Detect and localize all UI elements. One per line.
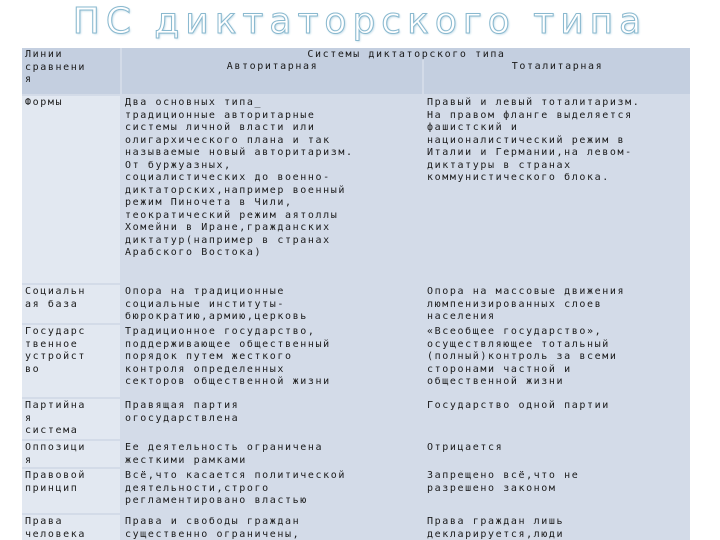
table-row-label: Государс твенное устройст во: [22, 325, 120, 397]
table-cell-totalitarian: Отрицается: [427, 442, 504, 453]
table-cell-authoritarian: Два основных типа_ традиционные авторитарные системы личной власти или олигархического плана и так называемые новый авторитаризм. От буржуазных, социалистических до военно- диктаторских,например военный режим Пиночета в Чили, теократический режим аятоллы Хомейни в Иране,гражданских диктатур(например в странах Арабского Востока): [125, 97, 354, 258]
table-row-label: Правовой принцип: [22, 469, 120, 513]
table-cell-totalitarian: Запрещено всё,что не разрешено законом: [427, 470, 580, 494]
header-corner-cell: Линии сравнени я: [22, 48, 120, 94]
table-row-label: Партийна я система: [22, 399, 120, 439]
page-title: ПС диктаторского типа: [72, 1, 648, 42]
table-row-label: Формы: [22, 96, 120, 283]
comparison-table: [22, 48, 690, 540]
header-authoritarian: Авторитарная: [122, 60, 422, 94]
table-cell-authoritarian: Права и свободы граждан существенно ограничены,: [125, 516, 301, 540]
header-group-cell: Системы диктаторского типа: [122, 48, 690, 60]
table-cell-authoritarian: Традиционное государство, поддерживающее общественный порядок путем жесткого контроля определенных секторов общественной жизни: [125, 326, 331, 387]
table-cell-totalitarian: Права граждан лишь декларируется,люди: [427, 516, 565, 540]
header-totalitarian: Тоталитарная: [424, 60, 690, 94]
table-cell-totalitarian: Государство одной партии: [427, 400, 610, 411]
table-row-label: Права человека: [22, 515, 120, 540]
table-cell-totalitarian: «Всеобщее государство», осуществляющее тотальный (полный)контроль за всеми сторонами частной и общественной жизни: [427, 326, 618, 387]
table-row-label: Оппозици я: [22, 441, 120, 467]
table-cell-authoritarian: Правящая партия огосударствлена: [125, 400, 240, 424]
table-cell-authoritarian: Опора на традиционные социальные институты- бюрократию,армию,церковь: [125, 286, 308, 322]
table-cell-authoritarian: Ее деятельность ограничена жесткими рамками: [125, 442, 324, 466]
table-cell-authoritarian: Всё,что касается политической деятельности,строго регламентировано властью: [125, 470, 346, 506]
table-row-label: Социальн ая база: [22, 285, 120, 323]
table-cell-totalitarian: Опора на массовые движения люмпенизированных слоев населения: [427, 286, 626, 322]
table-cell-totalitarian: Правый и левый тоталитаризм. На правом фланге выделяется фашистский и националистический режим в Италии и Германии,на левом- диктатуры в странах коммунистического блока.: [427, 97, 641, 183]
